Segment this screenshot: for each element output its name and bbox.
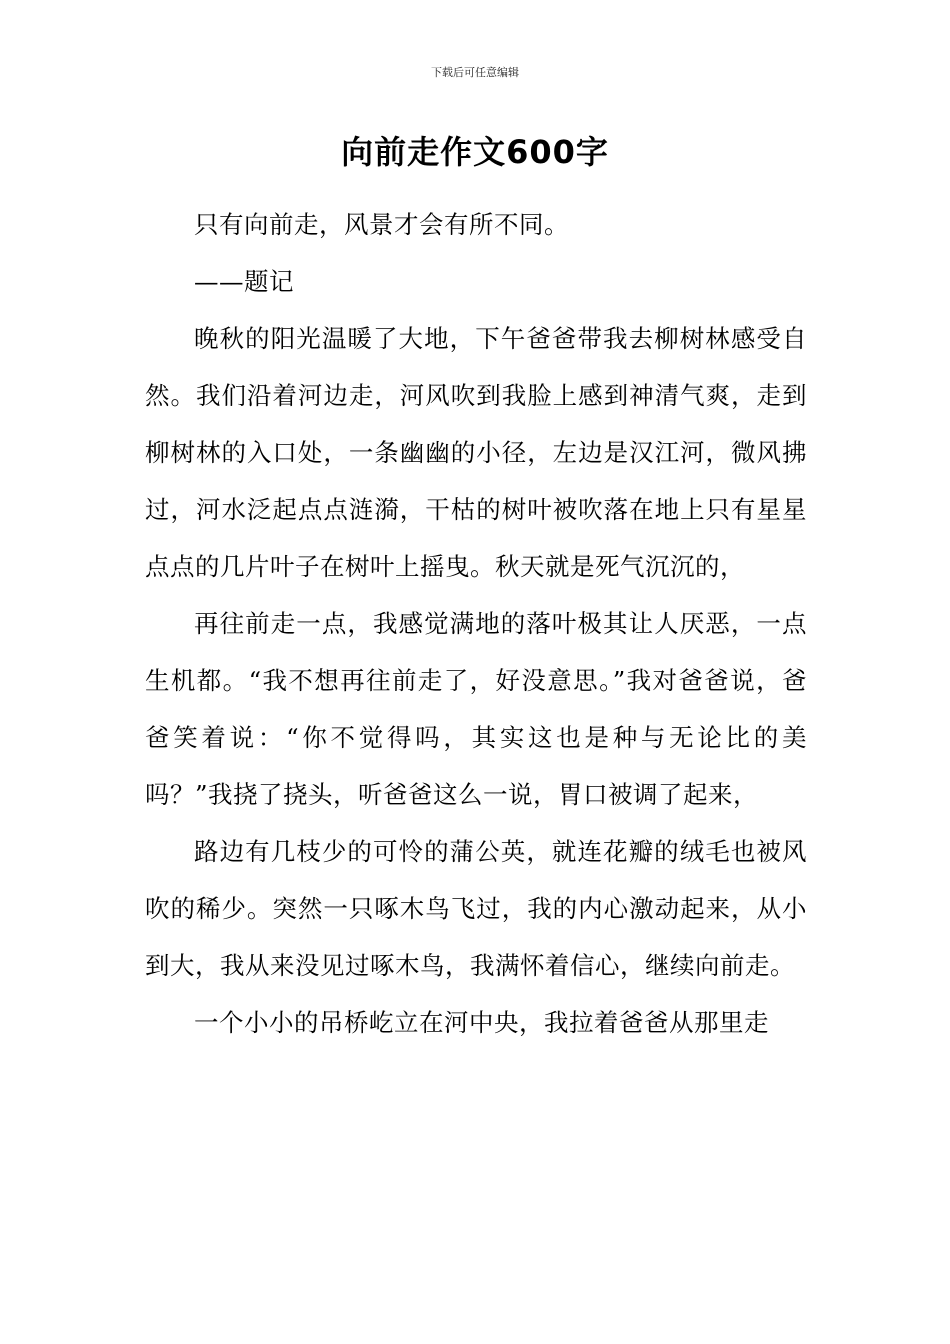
paragraph: 再往前走一点，我感觉满地的落叶极其让人厌恶，一点生机都。“我不想再往前走了，好没意思。”我对爸爸说，爸爸笑着说：“你不觉得吗，其实这也是种与无论比的美吗？”我挠了挠头，听爸爸这么一说，胃口被调了起来，	[145, 609, 807, 809]
paragraph-epigraph: 只有向前走，风景才会有所不同。	[194, 210, 569, 239]
paragraph: 晚秋的阳光温暖了大地，下午爸爸带我去柳树林感受自然。我们沿着河边走，河风吹到我脸上感到神清气爽，走到柳树林的入口处，一条幽幽的小径，左边是汉江河，微风拂过，河水泛起点点涟漪，干枯的树叶被吹落在地上只有星星点点的几片叶子在树叶上摇曳。秋天就是死气沉沉的，	[145, 324, 807, 581]
paragraph-epigraph-source: ——题记	[194, 267, 294, 296]
header-note: 下载后可任意编辑	[431, 66, 519, 79]
document-title: 向前走作文600字	[341, 133, 609, 171]
paragraph: 一个小小的吊桥屹立在河中央，我拉着爸爸从那里走	[194, 1008, 769, 1037]
paragraph: 路边有几枝少的可怜的蒲公英，就连花瓣的绒毛也被风吹的稀少。突然一只啄木鸟飞过，我的内心激动起来，从小到大，我从来没见过啄木鸟，我满怀着信心，继续向前走。	[145, 837, 807, 980]
document-body	[145, 196, 807, 1051]
